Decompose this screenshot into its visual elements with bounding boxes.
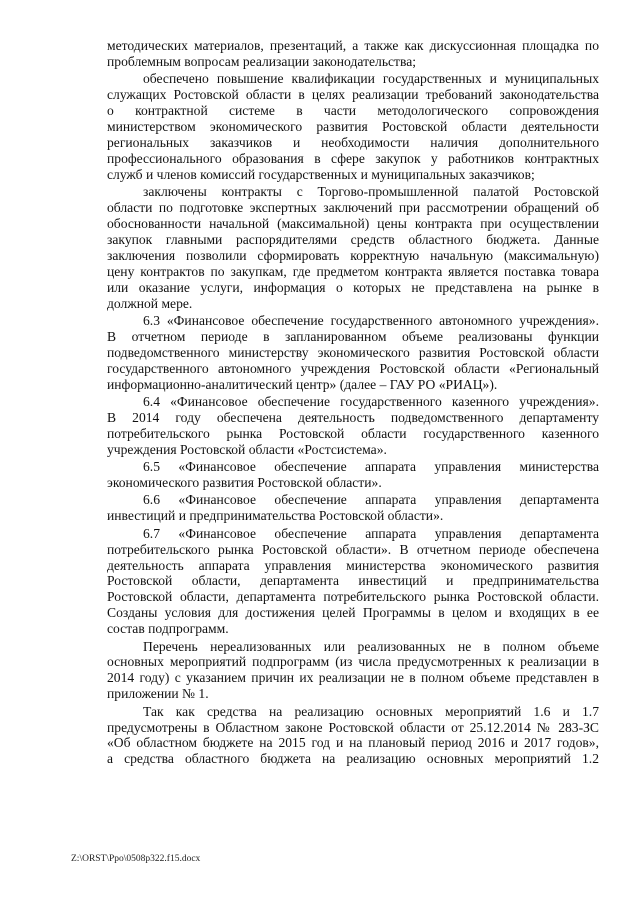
text-line: Так как средства на реализацию основных мероприятий 1.6 и 1.7	[143, 703, 599, 719]
paragraph	[71, 184, 599, 311]
text-line: инвестиций и предпринимательства Ростовской области».	[107, 508, 444, 524]
paragraph	[71, 704, 599, 768]
text-line: или оказание услуги, информация о которых не представлена на рынке в	[107, 279, 599, 295]
paragraph	[71, 492, 599, 524]
text-line: служащих Ростовской области в целях реализации требований законодательства	[107, 87, 599, 103]
text-line: потребительского рынка Ростовской области государственного казенного	[107, 425, 599, 441]
text-line: методических материалов, презентаций, а также как дискуссионная площадка по	[107, 38, 599, 53]
text-line: информационно-аналитический центр» (далее – ГАУ РО «РИАЦ»).	[107, 376, 498, 392]
text-line: экономического развития Ростовской области».	[107, 474, 382, 490]
text-line: 2014 году) с указанием причин их реализации не в полном объеме представлен в	[107, 670, 599, 686]
text-line: 6.4 «Финансовое обеспечение государственного казенного учреждения».	[143, 393, 599, 409]
paragraph	[71, 526, 599, 637]
text-line: основных мероприятий подпрограмм (из числа предусмотренных к реализации в	[107, 654, 599, 670]
text-line: цену контрактов по закупкам, где предметом контракта является поставка товара	[107, 263, 599, 279]
paragraph	[71, 459, 599, 491]
paragraph	[71, 38, 599, 70]
paragraph	[71, 394, 599, 458]
text-line: государственного автономного учреждения Ростовской области «Региональный	[107, 360, 599, 376]
text-line: 6.5 «Финансовое обеспечение аппарата управления министерства	[143, 459, 599, 475]
text-line: Ростовской области, департамента инвестиций и предпринимательства	[107, 573, 599, 589]
text-line: В отчетном периоде в запланированном объеме реализованы функции	[107, 328, 599, 344]
footer-file-path: Z:\ORST\Ppo\0508p322.f15.docx	[71, 854, 201, 864]
text-line: Перечень нереализованных или реализованных не в полном объеме	[143, 638, 599, 654]
paragraph	[71, 71, 599, 182]
text-line: служб и членов комиссий государственных и муниципальных заказчиков;	[107, 166, 535, 182]
text-line: 6.6 «Финансовое обеспечение аппарата управления департамента	[143, 492, 599, 508]
text-line: 6.7 «Финансовое обеспечение аппарата управления департамента	[143, 525, 599, 541]
text-line: предусмотрены в Областном законе Ростовской области от 25.12.2014 № 283-ЗС	[107, 719, 599, 735]
text-line: должной мере.	[107, 295, 193, 311]
text-line: министерством экономического развития Ростовской области деятельности	[107, 119, 599, 135]
text-line: приложении № 1.	[107, 686, 209, 702]
text-line: профессионального образования в сфере закупок у работников контрактных	[107, 150, 599, 166]
text-line: потребительского рынка Ростовской области». В отчетном периоде обеспечена	[107, 541, 599, 557]
text-line: о контрактной системе в части методологического сопровождения	[107, 103, 599, 119]
text-line: учреждения Ростовской области «Ростсистема».	[107, 441, 387, 457]
text-line: заключены контракты с Торгово-промышленной палатой Ростовской	[143, 184, 599, 200]
text-line: закупок главными распорядителями средств областного бюджета. Данные	[107, 231, 599, 247]
text-line: Созданы условия для достижения целей Программы в целом и входящих в ее	[107, 605, 599, 621]
text-line: обоснованности начальной (максимальной) цены контракта при осуществлении	[107, 215, 599, 231]
text-line: деятельность аппарата управления министерства экономического развития	[107, 557, 599, 573]
text-line: области по подготовке экспертных заключений при рассмотрении обращений об	[107, 200, 599, 216]
paragraph	[71, 639, 599, 703]
text-line: заключения позволили сформировать корректную начальную (максимальную)	[107, 247, 599, 263]
text-line: В 2014 году обеспечена деятельность подведомственного департаменту	[107, 409, 599, 425]
text-line: Ростовской области, департамента потребительского рынка Ростовской области.	[107, 589, 599, 605]
text-line: проблемным вопросам реализации законодательства;	[107, 53, 417, 69]
text-line: 6.3 «Финансовое обеспечение государственного автономного учреждения».	[143, 312, 599, 328]
text-line: региональных заказчиков и необходимости наличия дополнительного	[107, 134, 599, 150]
text-line: «Об областном бюджете на 2015 год и на плановый период 2016 и 2017 годов»,	[107, 735, 599, 751]
text-line: состав подпрограмм.	[107, 621, 229, 637]
text-line: а средства областного бюджета на реализацию основных мероприятий 1.2	[107, 751, 599, 767]
text-line: подведомственного министерству экономического развития Ростовской области	[107, 344, 599, 360]
text-line: обеспечено повышение квалификации государственных и муниципальных	[143, 71, 599, 87]
document-body	[71, 38, 599, 769]
paragraph	[71, 313, 599, 393]
